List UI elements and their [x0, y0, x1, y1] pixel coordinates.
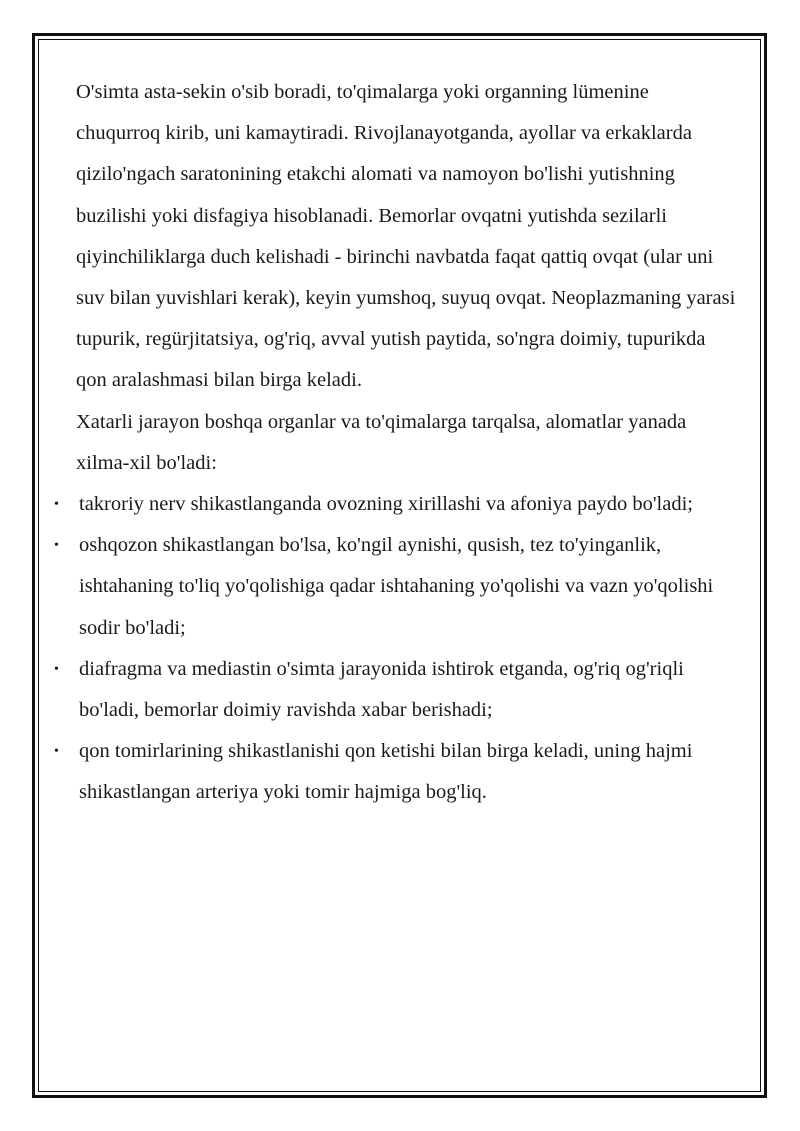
- list-item-text: oshqozon shikastlangan bo'lsa, ko'ngil aynishi, qusish, tez to'yinganlik, ishtahaning to'liq yo'qolishiga qadar ishtahaning yo'qolishi va vazn yo'qolishi sodir bo'ladi;: [79, 534, 714, 639]
- bullet-icon: •: [54, 744, 59, 760]
- document-body: [54, 72, 736, 814]
- list-item-text: takroriy nerv shikastlanganda ovozning xirillashi va afoniya paydo bo'ladi;: [79, 493, 693, 516]
- symptom-list: [54, 484, 736, 814]
- bullet-icon: •: [54, 661, 59, 677]
- list-item-text: diafragma va mediastin o'simta jarayonida ishtirok etganda, og'riq og'riqli bo'ladi, bemorlar doimiy ravishda xabar berishadi;: [79, 657, 684, 722]
- bullet-icon: •: [54, 497, 59, 513]
- paragraph-2: Xatarli jarayon boshqa organlar va to'qimalarga tarqalsa, alomatlar yanada xilma-xil bo'ladi:: [76, 410, 687, 474]
- list-item: [54, 484, 736, 525]
- list-item: [54, 649, 736, 731]
- list-item: [54, 731, 736, 813]
- bullet-icon: •: [54, 538, 59, 554]
- list-item-text: qon tomirlarining shikastlanishi qon ketishi bilan birga keladi, uning hajmi shikastlangan arteriya yoki tomir hajmiga bog'liq.: [79, 740, 693, 804]
- list-item: [54, 525, 736, 649]
- paragraph-1: O'simta asta-sekin o'sib boradi, to'qimalarga yoki organning lümenine chuqurroq kirib, uni kamaytiradi. Rivojlanayotganda, ayollar va erkaklarda qizilo'ngach saratonining etakchi alomati va namoyon bo'lishi yutishning buzilishi yoki disfagiya hisoblanadi. Bemorlar ovqatni yutishda sezilarli qiyinchiliklarga duch kelishadi - birinchi navbatda faqat qattiq ovqat (ular uni suv bilan yuvishlari kerak), keyin yumshoq, suyuq ovqat. Neoplazmaning yarasi tupurik, regürjitatsiya, og'riq, avval yutish paytida, so'ngra doimiy, tupurikda qon aralashmasi bilan birga keladi.: [76, 81, 736, 392]
